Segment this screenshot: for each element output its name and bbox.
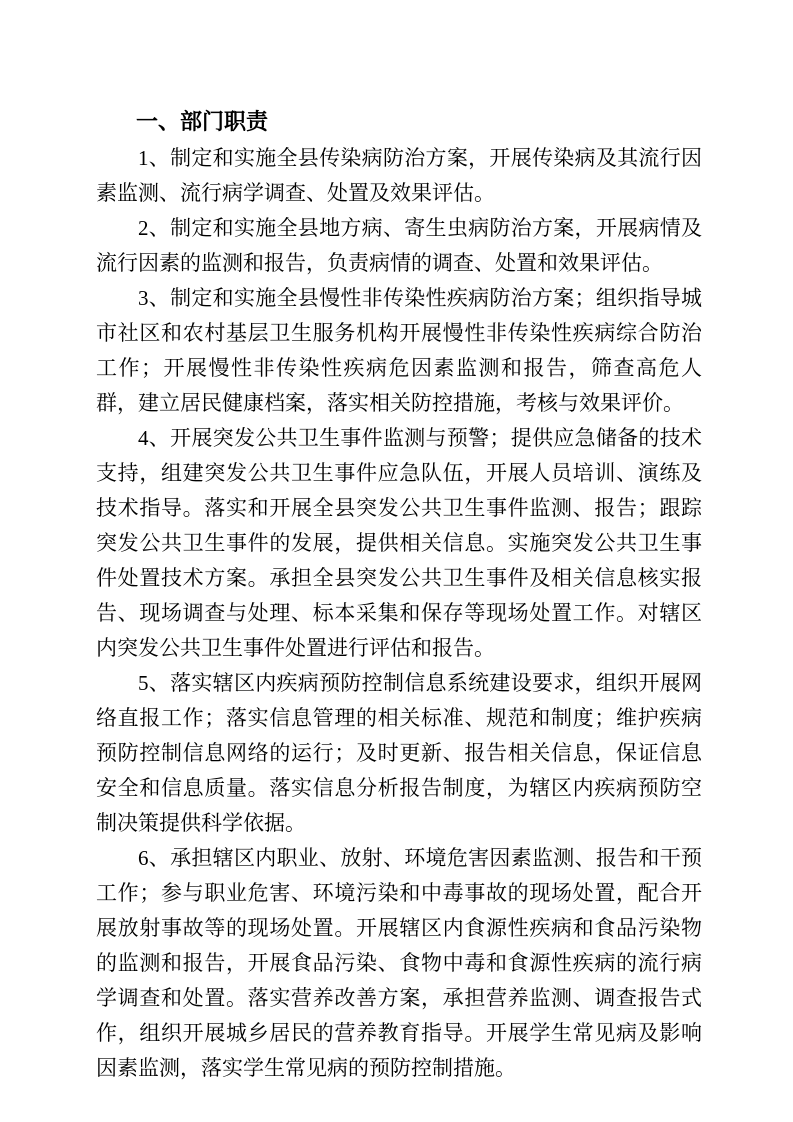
paragraph-6: 6、承担辖区内职业、放射、环境危害因素监测、报告和干预工作；参与职业危害、环境污染和中毒事故的现场处置，配合开展放射事故等的现场处置。开展辖区内食源性疾病和食品污染物的监测和报告，开展食品污染、食物中毒和食源性疾病的流行病学调查和处置。落实营养改善方案，承担营养监测、调查报告式作，组织开展城乡居民的营养教育指导。开展学生常见病及影响因素监测，落实学生常见病的预防控制措施。 [96, 846, 702, 1080]
paragraph-3: 3、制定和实施全县慢性非传染性疾病防治方案；组织指导城市社区和农村基层卫生服务机构开展慢性非传染性疾病综合防治工作；开展慢性非传染性疾病危因素监测和报告，筛查高危人群，建立居民健康档案，落实相关防控措施，考核与效果评价。 [96, 286, 702, 415]
paragraph-1: 1、制定和实施全县传染病防治方案，开展传染病及其流行因素监测、流行病学调查、处置及效果评估。 [96, 146, 702, 205]
paragraph-2: 2、制定和实施全县地方病、寄生虫病防治方案，开展病情及流行因素的监测和报告，负责病情的调查、处置和效果评估。 [96, 216, 702, 275]
document-body [96, 104, 702, 1086]
paragraph-4: 4、开展突发公共卫生事件监测与预警；提供应急储备的技术支持，组建突发公共卫生事件应急队伍，开展人员培训、演练及技术指导。落实和开展全县突发公共卫生事件监测、报告；跟踪突发公共卫生事件的发展，提供相关信息。实施突发公共卫生事件处置技术方案。承担全县突发公共卫生事件及相关信息核实报告、现场调查与处理、标本采集和保存等现场处置工作。对辖区内突发公共卫生事件处置进行评估和报告。 [96, 426, 702, 660]
paragraph-5: 5、落实辖区内疾病预防控制信息系统建设要求，组织开展网络直报工作；落实信息管理的相关标准、规范和制度；维护疾病预防控制信息网络的运行；及时更新、报告相关信息，保证信息安全和信息质量。落实信息分析报告制度，为辖区内疾病预防空制决策提供科学依据。 [96, 671, 702, 835]
page-title: 一、部门职责 [136, 109, 269, 134]
